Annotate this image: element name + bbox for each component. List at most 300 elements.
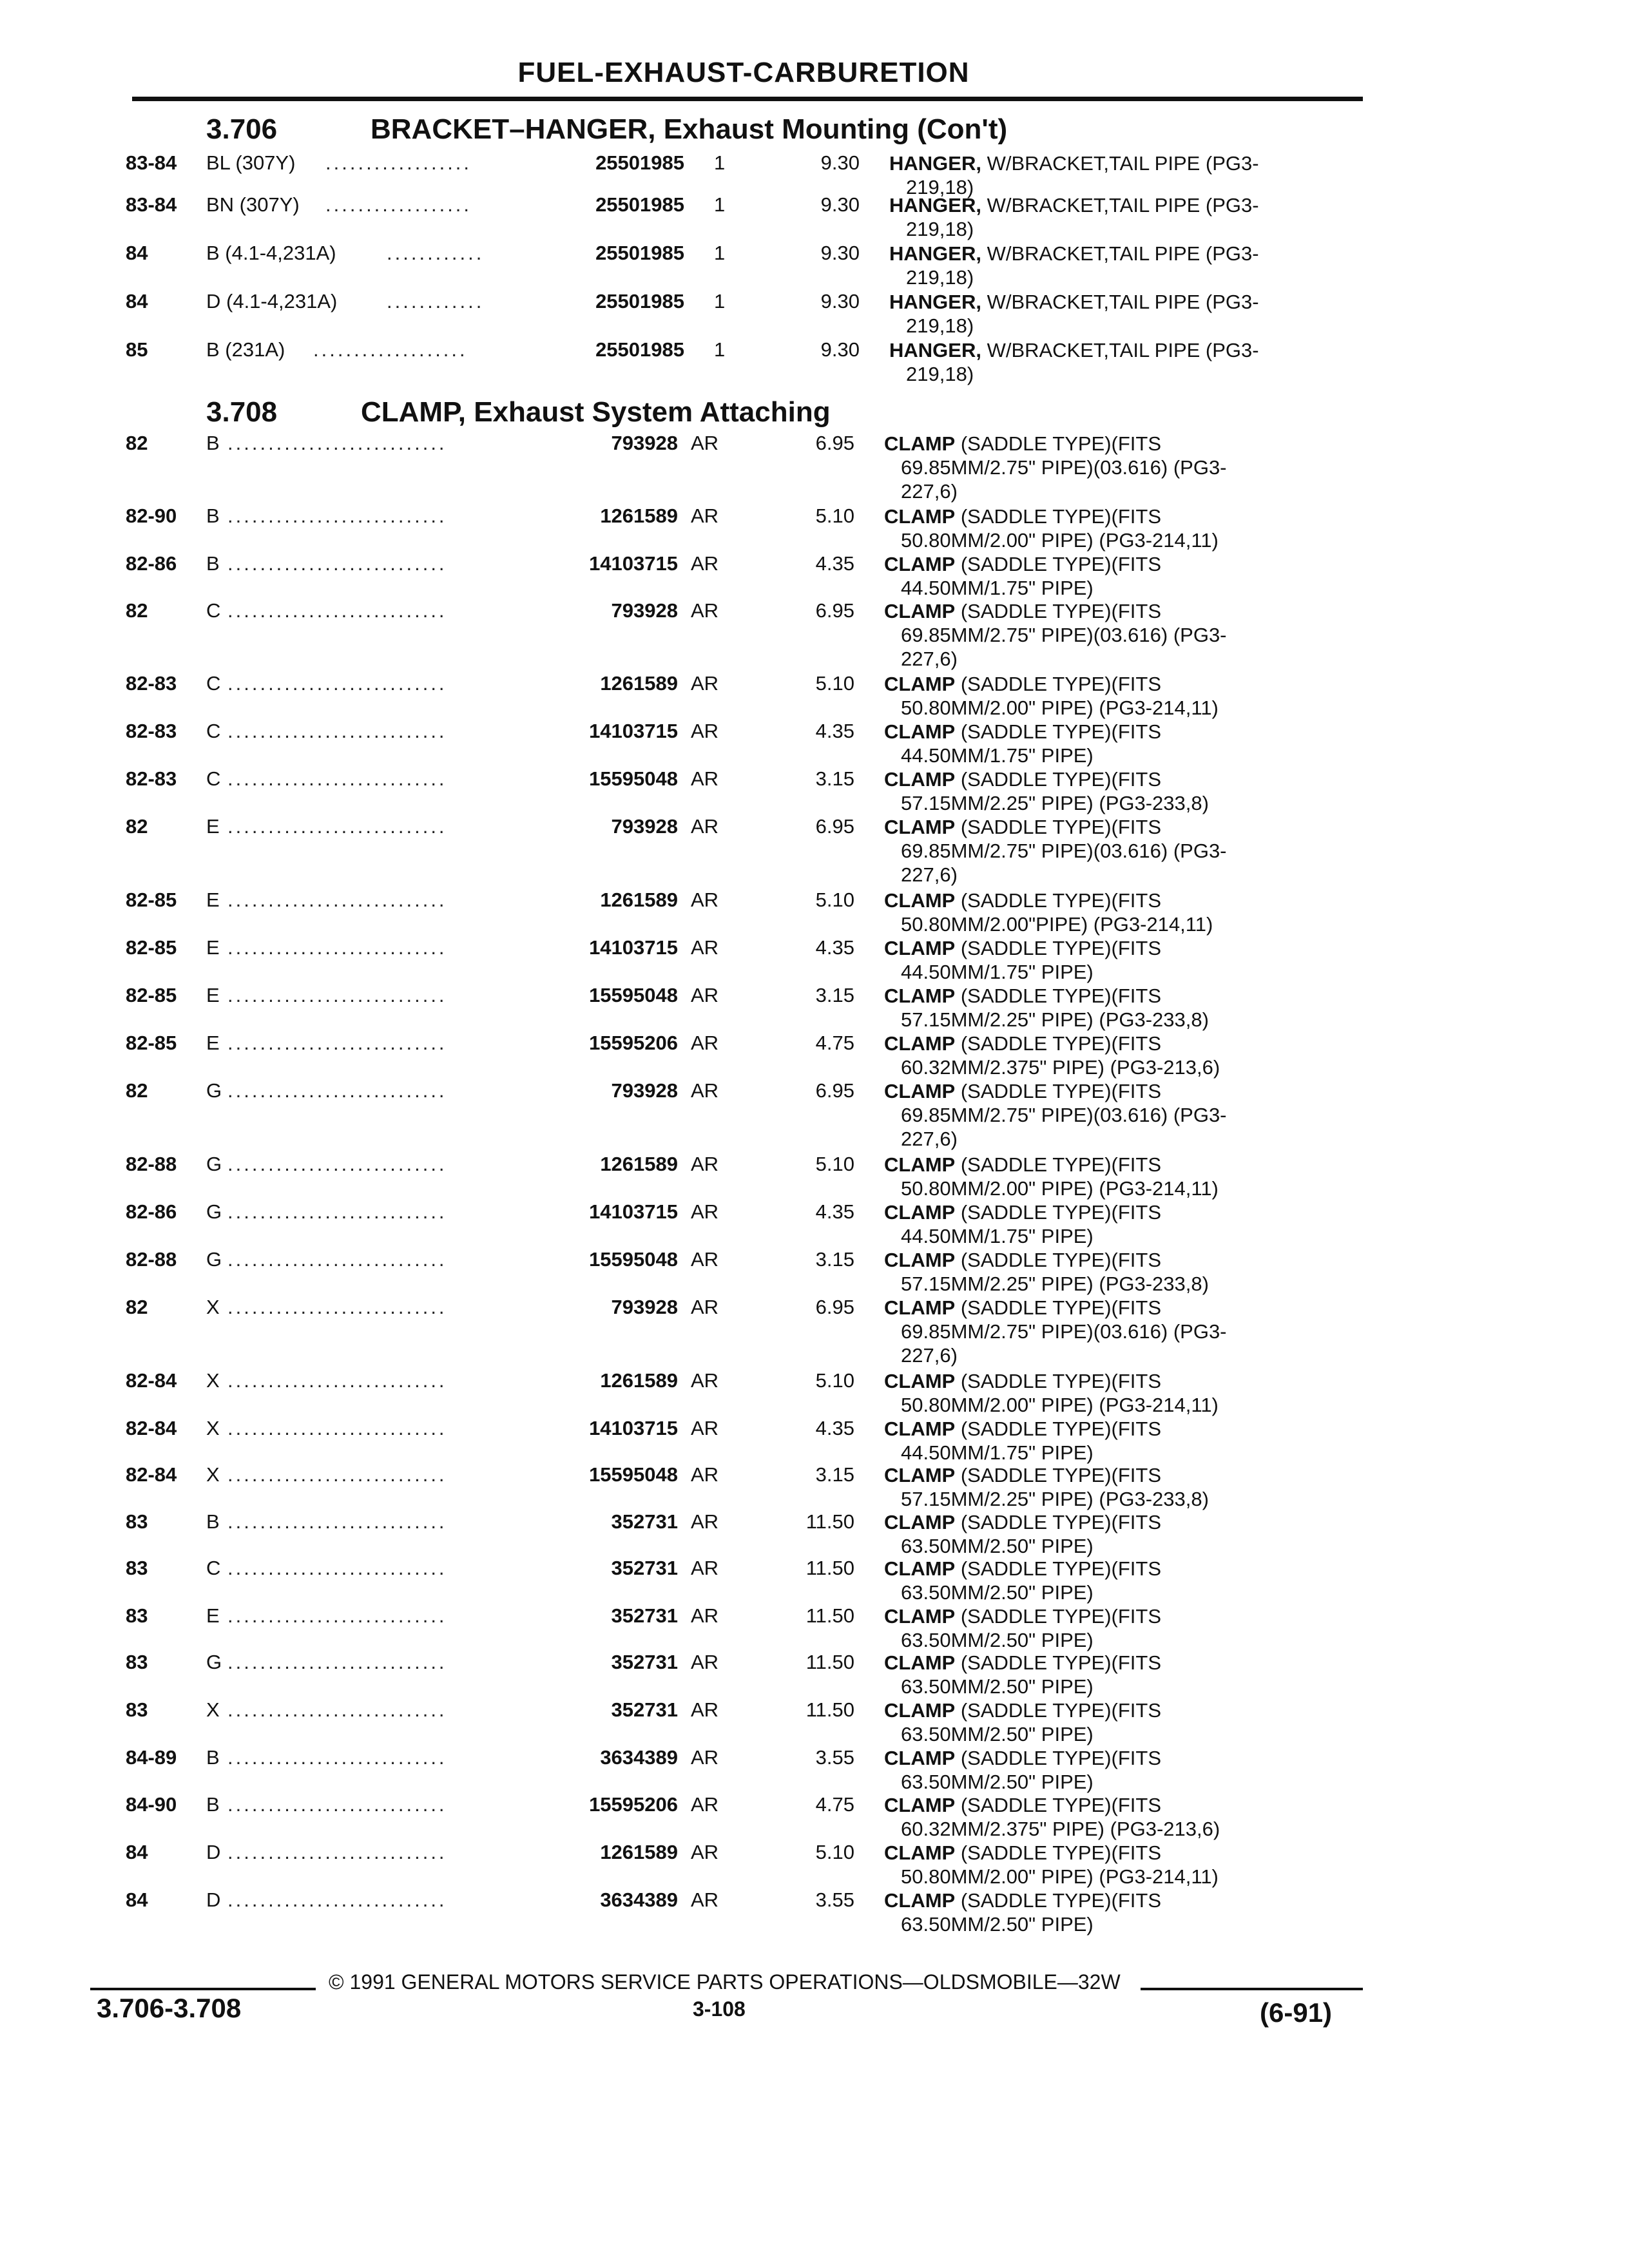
section-number: 3.706 (206, 113, 278, 145)
leader-dots: ........................... (227, 1888, 447, 1911)
model-code: C (206, 720, 221, 742)
description-line (884, 815, 1227, 839)
description-line (884, 432, 1227, 456)
price: 3.55 (815, 1888, 854, 1911)
part-description (884, 815, 1227, 887)
leader-dots: ........................... (227, 1746, 447, 1769)
model-year: 82-84 (126, 1463, 177, 1486)
description-line-2: 219,18) (906, 363, 974, 385)
part-description (889, 290, 1259, 338)
description-text: (SADDLE TYPE)(FITS (955, 673, 1162, 695)
quantity: AR (691, 1153, 719, 1175)
leader-dots: ............ (387, 242, 485, 264)
model-code: E (206, 1604, 220, 1627)
leader-dots: ........................... (227, 432, 447, 454)
model-code: B (206, 1793, 220, 1816)
part-number: 1261589 (600, 672, 678, 695)
description-text: (SADDLE TYPE)(FITS (955, 1794, 1162, 1816)
part-name: CLAMP (884, 600, 956, 622)
price: 4.75 (815, 1032, 854, 1054)
description-text: (SADDLE TYPE)(FITS (955, 505, 1162, 528)
description-text: (SADDLE TYPE)(FITS (955, 720, 1162, 743)
model-code: B (206, 505, 220, 527)
model-code: BL (307Y) (206, 151, 296, 174)
model-year: 82-84 (126, 1369, 177, 1392)
description-line-3: 227,6) (901, 1344, 958, 1367)
part-number: 25501985 (595, 290, 684, 312)
leader-dots: ................... (313, 338, 468, 361)
part-description (884, 1153, 1219, 1200)
model-year: 83 (126, 1604, 148, 1627)
description-text: (SADDLE TYPE)(FITS (955, 889, 1162, 912)
description-line (889, 151, 1259, 175)
part-number: 14103715 (589, 720, 678, 742)
quantity: AR (691, 1888, 719, 1911)
quantity: AR (691, 432, 719, 454)
model-year: 84-89 (126, 1746, 177, 1769)
model-code: C (206, 599, 221, 622)
model-code: B (206, 552, 220, 575)
part-description (884, 1793, 1220, 1841)
price: 4.35 (815, 720, 854, 742)
part-number: 14103715 (589, 552, 678, 575)
part-name: CLAMP (884, 553, 956, 575)
leader-dots: ........................... (227, 1510, 447, 1533)
description-line-2: 63.50MM/2.50" PIPE) (901, 1913, 1094, 1936)
price: 5.10 (815, 1153, 854, 1175)
model-year: 82-88 (126, 1153, 177, 1175)
price: 5.10 (815, 889, 854, 911)
part-number: 793928 (611, 432, 678, 454)
description-line-2: 57.15MM/2.25" PIPE) (PG3-233,8) (901, 1008, 1209, 1031)
description-line-2: 44.50MM/1.75" PIPE) (901, 1225, 1094, 1247)
model-year: 82-83 (126, 720, 177, 742)
quantity: 1 (714, 290, 726, 312)
part-description (884, 889, 1213, 936)
part-description (884, 1888, 1161, 1936)
model-year: 83-84 (126, 151, 177, 174)
description-line-2: 63.50MM/2.50" PIPE) (901, 1771, 1094, 1793)
model-code: E (206, 936, 220, 959)
quantity: AR (691, 936, 719, 959)
footer-rule-right (1141, 1988, 1363, 1990)
part-name: CLAMP (884, 889, 956, 912)
leader-dots: ........................... (227, 720, 447, 742)
description-line-2: 219,18) (906, 266, 974, 289)
description-line-2: 57.15MM/2.25" PIPE) (PG3-233,8) (901, 1488, 1209, 1510)
part-description (884, 767, 1209, 815)
model-year: 84 (126, 242, 148, 264)
part-name: CLAMP (884, 1889, 956, 1912)
price: 4.35 (815, 1417, 854, 1439)
description-line (884, 1200, 1161, 1224)
description-text: W/BRACKET,TAIL PIPE (PG3- (981, 152, 1259, 175)
part-description (884, 1200, 1161, 1248)
price: 3.55 (815, 1746, 854, 1769)
part-description (884, 599, 1227, 671)
model-code: E (206, 984, 220, 1006)
quantity: AR (691, 1200, 719, 1223)
part-name: HANGER, (889, 194, 981, 216)
model-year: 82-85 (126, 1032, 177, 1054)
description-text: (SADDLE TYPE)(FITS (955, 1153, 1162, 1176)
part-description (889, 242, 1259, 289)
quantity: 1 (714, 151, 726, 174)
leader-dots: ........................... (227, 1463, 447, 1486)
model-year: 83 (126, 1651, 148, 1673)
description-line (884, 1153, 1219, 1177)
quantity: AR (691, 505, 719, 527)
price: 11.50 (805, 1698, 854, 1721)
model-year: 84 (126, 1841, 148, 1863)
part-name: CLAMP (884, 937, 956, 959)
description-text: W/BRACKET,TAIL PIPE (PG3- (981, 194, 1259, 216)
description-line (884, 1463, 1209, 1487)
description-line-2: 44.50MM/1.75" PIPE) (901, 961, 1094, 983)
leader-dots: ........................... (227, 505, 447, 527)
description-text: (SADDLE TYPE)(FITS (955, 1651, 1162, 1674)
part-number: 1261589 (600, 889, 678, 911)
description-line-2: 44.50MM/1.75" PIPE) (901, 1441, 1094, 1464)
description-text: (SADDLE TYPE)(FITS (955, 1296, 1162, 1319)
quantity: AR (691, 984, 719, 1006)
quantity: AR (691, 1746, 719, 1769)
description-text: (SADDLE TYPE)(FITS (955, 1418, 1162, 1440)
part-name: HANGER, (889, 242, 981, 265)
description-line-2: 219,18) (906, 314, 974, 337)
price: 9.30 (820, 338, 860, 361)
model-code: G (206, 1079, 222, 1102)
part-description (884, 1698, 1161, 1746)
description-line-2: 50.80MM/2.00" PIPE) (PG3-214,11) (901, 529, 1219, 552)
description-text: (SADDLE TYPE)(FITS (955, 1511, 1162, 1533)
part-name: HANGER, (889, 152, 981, 175)
leader-dots: ........................... (227, 767, 447, 790)
part-number: 14103715 (589, 936, 678, 959)
part-number: 793928 (611, 1079, 678, 1102)
part-name: CLAMP (884, 1557, 956, 1580)
part-name: CLAMP (884, 985, 956, 1007)
price: 4.35 (815, 1200, 854, 1223)
leader-dots: ........................... (227, 984, 447, 1006)
description-line-2: 219,18) (906, 176, 974, 198)
part-number: 352731 (611, 1510, 678, 1533)
part-description (884, 1746, 1161, 1794)
part-name: HANGER, (889, 291, 981, 313)
part-description (884, 720, 1161, 767)
part-name: CLAMP (884, 1249, 956, 1271)
leader-dots: ........................... (227, 1079, 447, 1102)
part-name: CLAMP (884, 1080, 956, 1102)
price: 6.95 (815, 599, 854, 622)
model-year: 84 (126, 1888, 148, 1911)
price: 4.35 (815, 552, 854, 575)
part-name: CLAMP (884, 673, 956, 695)
model-year: 82-86 (126, 552, 177, 575)
quantity: AR (691, 1417, 719, 1439)
part-description (889, 193, 1259, 241)
header-rule (132, 97, 1363, 101)
part-description (884, 1296, 1227, 1367)
price: 6.95 (815, 815, 854, 838)
model-code: X (206, 1698, 220, 1721)
part-description (884, 432, 1227, 503)
description-line (884, 672, 1219, 696)
description-line (889, 193, 1259, 217)
part-name: CLAMP (884, 1699, 956, 1722)
quantity: AR (691, 1841, 719, 1863)
description-text: (SADDLE TYPE)(FITS (955, 1605, 1162, 1628)
description-text: (SADDLE TYPE)(FITS (955, 1747, 1162, 1769)
model-code: E (206, 815, 220, 838)
part-number: 14103715 (589, 1417, 678, 1439)
description-line (884, 552, 1161, 576)
leader-dots: ........................... (227, 1417, 447, 1439)
quantity: AR (691, 1369, 719, 1392)
page-title: FUEL-EXHAUST-CARBURETION (517, 57, 970, 88)
price: 5.10 (815, 672, 854, 695)
description-line-2: 50.80MM/2.00" PIPE) (PG3-214,11) (901, 1394, 1219, 1416)
price: 6.95 (815, 1079, 854, 1102)
description-line-2: 60.32MM/2.375" PIPE) (PG3-213,6) (901, 1056, 1220, 1079)
price: 9.30 (820, 151, 860, 174)
section-title: CLAMP, Exhaust System Attaching (361, 396, 831, 428)
part-description (884, 1032, 1220, 1079)
part-number: 1261589 (600, 1841, 678, 1863)
leader-dots: ........................... (227, 1841, 447, 1863)
price: 9.30 (820, 193, 860, 216)
description-line (884, 1698, 1161, 1722)
quantity: AR (691, 672, 719, 695)
quantity: AR (691, 1793, 719, 1816)
part-description (884, 1841, 1219, 1888)
quantity: 1 (714, 242, 726, 264)
description-text: (SADDLE TYPE)(FITS (955, 1699, 1162, 1722)
description-line-2: 63.50MM/2.50" PIPE) (901, 1581, 1094, 1604)
model-code: B (206, 1510, 220, 1533)
price: 3.15 (815, 1248, 854, 1271)
footer-date: (6-91) (1260, 1997, 1333, 2028)
description-text: (SADDLE TYPE)(FITS (955, 432, 1162, 455)
model-year: 83 (126, 1510, 148, 1533)
leader-dots: ........................... (227, 1557, 447, 1579)
description-text: W/BRACKET,TAIL PIPE (PG3- (981, 242, 1259, 265)
description-text: (SADDLE TYPE)(FITS (955, 1464, 1162, 1486)
description-line-2: 69.85MM/2.75" PIPE)(03.616) (PG3- (901, 456, 1227, 479)
model-code: B (206, 432, 220, 454)
quantity: AR (691, 1296, 719, 1318)
part-name: CLAMP (884, 1153, 956, 1176)
part-description (884, 1510, 1161, 1558)
description-line-2: 69.85MM/2.75" PIPE)(03.616) (PG3- (901, 1320, 1227, 1343)
part-name: CLAMP (884, 1418, 956, 1440)
part-name: CLAMP (884, 1464, 956, 1486)
price: 11.50 (805, 1557, 854, 1579)
description-line (884, 889, 1213, 912)
part-description (884, 1248, 1209, 1296)
leader-dots: ........................... (227, 1369, 447, 1392)
part-number: 14103715 (589, 1200, 678, 1223)
quantity: 1 (714, 338, 726, 361)
part-description (884, 505, 1219, 552)
model-year: 82-83 (126, 672, 177, 695)
model-year: 83 (126, 1698, 148, 1721)
description-line-2: 57.15MM/2.25" PIPE) (PG3-233,8) (901, 792, 1209, 814)
description-line (889, 338, 1259, 362)
description-line-2: 50.80MM/2.00"PIPE) (PG3-214,11) (901, 913, 1213, 936)
description-line (884, 1746, 1161, 1770)
part-name: CLAMP (884, 1841, 956, 1864)
description-line-2: 63.50MM/2.50" PIPE) (901, 1723, 1094, 1745)
model-code: X (206, 1296, 220, 1318)
part-description (884, 672, 1219, 720)
part-description (884, 1651, 1161, 1698)
leader-dots: ........................... (227, 1153, 447, 1175)
price: 11.50 (805, 1510, 854, 1533)
price: 3.15 (815, 1463, 854, 1486)
leader-dots: ........................... (227, 1604, 447, 1627)
part-description (884, 1463, 1209, 1511)
model-year: 82-85 (126, 984, 177, 1006)
model-code: X (206, 1463, 220, 1486)
part-name: CLAMP (884, 1296, 956, 1319)
description-line (884, 1888, 1161, 1912)
description-line (884, 1841, 1219, 1865)
part-name: CLAMP (884, 1605, 956, 1628)
description-text: (SADDLE TYPE)(FITS (955, 937, 1162, 959)
model-year: 84 (126, 290, 148, 312)
part-description (884, 552, 1161, 600)
part-number: 25501985 (595, 193, 684, 216)
description-text: (SADDLE TYPE)(FITS (955, 985, 1162, 1007)
part-description (884, 936, 1161, 984)
model-code: G (206, 1200, 222, 1223)
price: 3.15 (815, 767, 854, 790)
model-code: X (206, 1369, 220, 1392)
footer-copyright: © 1991 GENERAL MOTORS SERVICE PARTS OPERATIONS—OLDSMOBILE—32W (329, 1970, 1121, 1994)
quantity: AR (691, 889, 719, 911)
model-code: D (206, 1888, 221, 1911)
quantity: AR (691, 1557, 719, 1579)
quantity: 1 (714, 193, 726, 216)
description-text: (SADDLE TYPE)(FITS (955, 1557, 1162, 1580)
leader-dots: ........................... (227, 1032, 447, 1054)
description-line (884, 767, 1209, 791)
description-line-2: 50.80MM/2.00" PIPE) (PG3-214,11) (901, 1177, 1219, 1200)
part-name: CLAMP (884, 1511, 956, 1533)
model-code: BN (307Y) (206, 193, 300, 216)
part-name: CLAMP (884, 505, 956, 528)
description-text: W/BRACKET,TAIL PIPE (PG3- (981, 291, 1259, 313)
model-year: 84-90 (126, 1793, 177, 1816)
model-year: 85 (126, 338, 148, 361)
description-text: (SADDLE TYPE)(FITS (955, 600, 1162, 622)
model-year: 82-85 (126, 889, 177, 911)
part-description (884, 1079, 1227, 1151)
description-text: W/BRACKET,TAIL PIPE (PG3- (981, 339, 1259, 361)
part-description (884, 984, 1209, 1032)
description-line (884, 1079, 1227, 1103)
description-line-2: 63.50MM/2.50" PIPE) (901, 1675, 1094, 1698)
model-code: C (206, 767, 221, 790)
part-number: 793928 (611, 1296, 678, 1318)
description-text: (SADDLE TYPE)(FITS (955, 1249, 1162, 1271)
description-line (884, 936, 1161, 960)
leader-dots: ........................... (227, 1698, 447, 1721)
part-description (884, 1604, 1161, 1652)
leader-dots: ........................... (227, 672, 447, 695)
description-line (884, 1032, 1220, 1055)
price: 5.10 (815, 505, 854, 527)
part-number: 352731 (611, 1651, 678, 1673)
model-year: 82 (126, 1296, 148, 1318)
description-text: (SADDLE TYPE)(FITS (955, 1201, 1162, 1224)
description-line-2: 63.50MM/2.50" PIPE) (901, 1629, 1094, 1651)
price: 5.10 (815, 1841, 854, 1863)
model-code: B (231A) (206, 338, 285, 361)
part-number: 793928 (611, 815, 678, 838)
quantity: AR (691, 1651, 719, 1673)
quantity: AR (691, 767, 719, 790)
part-name: HANGER, (889, 339, 981, 361)
description-text: (SADDLE TYPE)(FITS (955, 553, 1162, 575)
part-name: CLAMP (884, 1747, 956, 1769)
quantity: AR (691, 720, 719, 742)
part-number: 352731 (611, 1698, 678, 1721)
leader-dots: ........................... (227, 552, 447, 575)
description-line-2: 69.85MM/2.75" PIPE)(03.616) (PG3- (901, 1104, 1227, 1126)
leader-dots: ............ (387, 290, 485, 312)
description-text: (SADDLE TYPE)(FITS (955, 768, 1162, 791)
description-line (884, 1248, 1209, 1272)
part-description (889, 338, 1259, 386)
quantity: AR (691, 1079, 719, 1102)
price: 9.30 (820, 290, 860, 312)
quantity: AR (691, 1698, 719, 1721)
description-line-3: 227,6) (901, 648, 958, 670)
leader-dots: ........................... (227, 1793, 447, 1816)
description-line (884, 1296, 1227, 1320)
part-number: 15595206 (589, 1793, 678, 1816)
description-text: (SADDLE TYPE)(FITS (955, 1370, 1162, 1392)
quantity: AR (691, 1463, 719, 1486)
description-line-3: 227,6) (901, 480, 958, 503)
description-line-2: 44.50MM/1.75" PIPE) (901, 744, 1094, 767)
footer-page-number: 3-108 (693, 1997, 746, 2021)
description-text: (SADDLE TYPE)(FITS (955, 1889, 1162, 1912)
leader-dots: .................. (325, 193, 472, 216)
description-line-2: 57.15MM/2.25" PIPE) (PG3-233,8) (901, 1273, 1209, 1295)
description-line (884, 1604, 1161, 1628)
section-number: 3.708 (206, 396, 278, 428)
model-code: D (4.1-4,231A) (206, 290, 338, 312)
part-name: CLAMP (884, 1651, 956, 1674)
description-line-3: 227,6) (901, 863, 958, 886)
part-number: 15595048 (589, 1463, 678, 1486)
part-number: 3634389 (600, 1746, 678, 1769)
description-line (889, 242, 1259, 265)
description-line-2: 69.85MM/2.75" PIPE)(03.616) (PG3- (901, 624, 1227, 646)
part-name: CLAMP (884, 1032, 956, 1055)
part-description (884, 1369, 1219, 1417)
model-code: D (206, 1841, 221, 1863)
quantity: AR (691, 1032, 719, 1054)
footer-rule-left (90, 1988, 316, 1990)
model-code: G (206, 1651, 222, 1673)
part-number: 1261589 (600, 1369, 678, 1392)
description-line-2: 219,18) (906, 218, 974, 240)
part-name: CLAMP (884, 1370, 956, 1392)
